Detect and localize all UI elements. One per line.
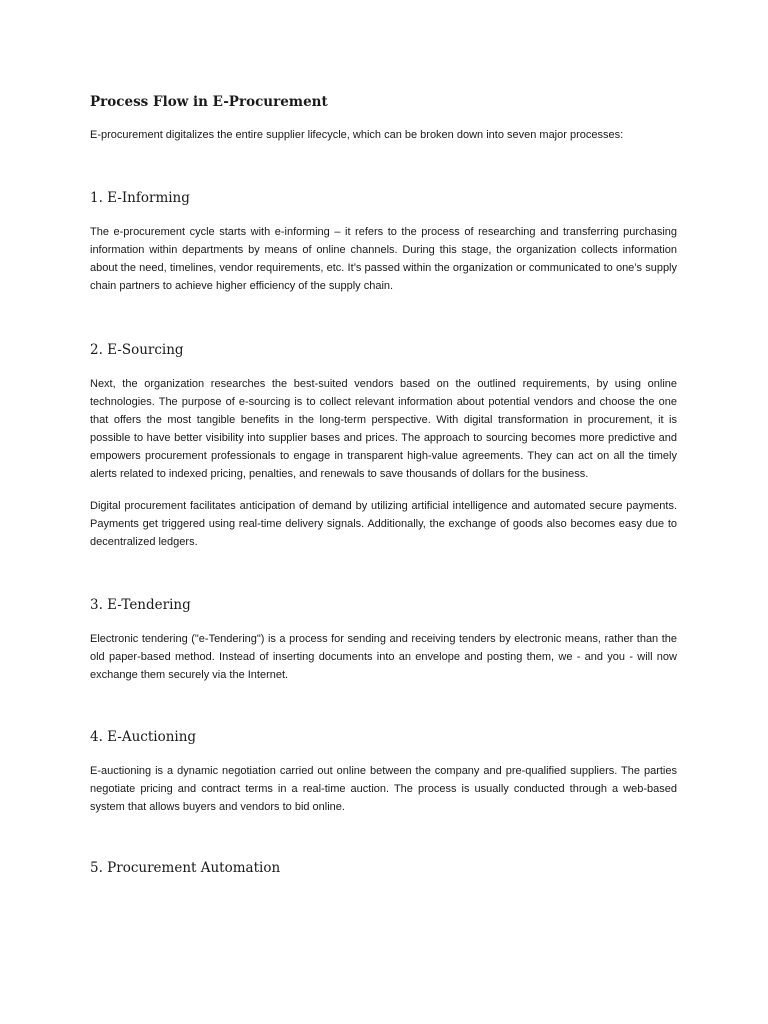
section-heading: 1. E-Informing — [90, 190, 190, 206]
section-heading: 2. E-Sourcing — [90, 342, 184, 358]
section-paragraph: Digital procurement facilitates anticipation of demand by utilizing artificial intelligence and automated secure payments. Payments get triggered using real-time delivery signals. Additionally, the exchange of goods also becomes easy due to decentralized ledgers. — [90, 500, 677, 548]
section-heading: 4. E-Auctioning — [90, 729, 197, 745]
intro-paragraph: E-procurement digitalizes the entire supplier lifecycle, which can be broken down into seven major processes: — [90, 129, 624, 141]
section-paragraph: The e-procurement cycle starts with e-informing – it refers to the process of researching and transferring purchasing information within departments by means of online channels. During this stage, the organization collects information about the need, timelines, vendor requirements, etc. It’s passed within the organization or communicated to one’s supply chain partners to achieve higher efficiency of the supply chain. — [90, 226, 677, 292]
document-title: Process Flow in E-Procurement — [90, 94, 328, 110]
section-e-auctioning — [90, 727, 677, 816]
document-page — [90, 92, 677, 893]
section-paragraph: Next, the organization researches the best-suited vendors based on the outlined requirements, by using online technologies. The purpose of e-sourcing is to collect relevant information about potential vendors and choose the one that offers the most tangible benefits in the long-term perspective. With digital transformation in procurement, it is possible to have better visibility into supplier bases and prices. The approach to sourcing becomes more predictive and empowers procurement professionals to engage in transparent high-value agreements. They can act on all the timely alerts related to indexed pricing, penalties, and renewals to save thousands of dollars for the business. — [90, 378, 677, 480]
section-e-sourcing — [90, 340, 677, 551]
section-paragraph: E-auctioning is a dynamic negotiation carried out online between the company and pre-qualified suppliers. The parties negotiate pricing and contract terms in a real-time auction. The process is usually conducted through a web-based system that allows buyers and vendors to bid online. — [90, 765, 677, 813]
section-heading: 5. Procurement Automation — [90, 860, 281, 876]
section-paragraph: Electronic tendering ("e-Tendering") is a process for sending and receiving tenders by electronic means, rather than the old paper-based method. Instead of inserting documents into an envelope and posting them, we - and you - will now exchange them securely via the Internet. — [90, 633, 677, 681]
section-heading: 3. E-Tendering — [90, 597, 191, 613]
section-e-tendering — [90, 595, 677, 684]
section-procurement-automation — [90, 858, 677, 878]
section-e-informing — [90, 188, 677, 295]
